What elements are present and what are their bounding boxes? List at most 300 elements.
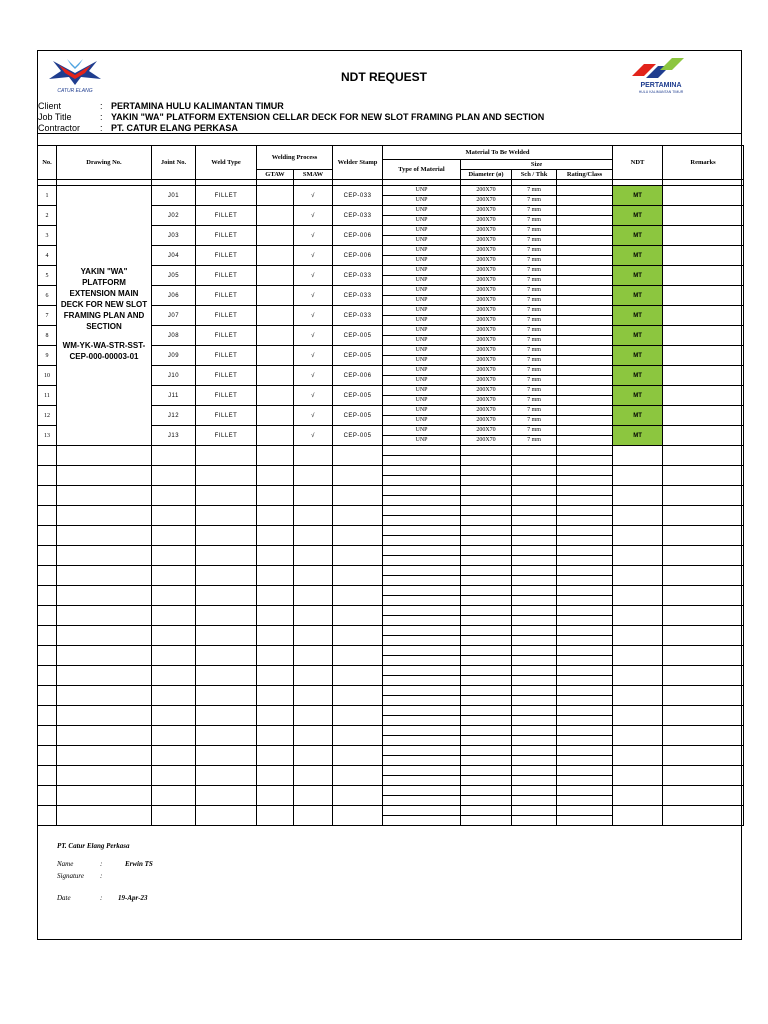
- rating-class: [557, 396, 613, 406]
- diameter: [461, 686, 512, 696]
- gtaw-cell: [257, 366, 294, 386]
- sch-thk: [512, 446, 557, 456]
- joint-number: J08: [152, 326, 196, 346]
- empty-row: [38, 726, 744, 736]
- gtaw-cell: [257, 206, 294, 226]
- sch-thk: [512, 796, 557, 806]
- weld-type: [196, 506, 257, 526]
- remarks-cell: [663, 306, 744, 326]
- col-rating-header: Rating/Class: [557, 170, 613, 180]
- joint-number: [152, 586, 196, 606]
- job-title-colon: :: [100, 112, 103, 122]
- welder-stamp: CEP-005: [333, 406, 383, 426]
- material-type: UNP: [383, 206, 461, 216]
- smaw-check: √: [294, 386, 333, 406]
- joint-number: J04: [152, 246, 196, 266]
- diameter: 200X70: [461, 286, 512, 296]
- welder-stamp: CEP-006: [333, 226, 383, 246]
- smaw-check: √: [294, 266, 333, 286]
- row-number: 13: [38, 426, 57, 446]
- ndt-method: [613, 626, 663, 646]
- material-type: [383, 496, 461, 506]
- col-gtaw-header: GTAW: [257, 170, 294, 180]
- diameter: 200X70: [461, 406, 512, 416]
- smaw-check: √: [294, 206, 333, 226]
- sch-thk: 7 mm: [512, 316, 557, 326]
- remarks-cell: [663, 546, 744, 566]
- welder-stamp: [333, 566, 383, 586]
- diameter: [461, 546, 512, 556]
- diameter: 200X70: [461, 256, 512, 266]
- col-ndt-header: NDT: [613, 146, 663, 180]
- material-type: UNP: [383, 296, 461, 306]
- diameter: [461, 506, 512, 516]
- remarks-cell: [663, 386, 744, 406]
- sch-thk: [512, 806, 557, 816]
- rating-class: [557, 356, 613, 366]
- rating-class: [557, 806, 613, 816]
- smaw-check: [294, 526, 333, 546]
- rating-class: [557, 596, 613, 606]
- sch-thk: [512, 736, 557, 746]
- joint-number: J09: [152, 346, 196, 366]
- rating-class: [557, 436, 613, 446]
- sch-thk: [512, 556, 557, 566]
- ndt-method: [613, 686, 663, 706]
- material-type: UNP: [383, 306, 461, 316]
- rating-class: [557, 796, 613, 806]
- smaw-check: [294, 766, 333, 786]
- row-number: [38, 486, 57, 506]
- sch-thk: 7 mm: [512, 396, 557, 406]
- gtaw-cell: [257, 546, 294, 566]
- sch-thk: 7 mm: [512, 326, 557, 336]
- gtaw-cell: [257, 506, 294, 526]
- remarks-cell: [663, 426, 744, 446]
- joint-number: [152, 486, 196, 506]
- remarks-cell: [663, 326, 744, 346]
- weld-type: [196, 466, 257, 486]
- drawing-cell: [57, 666, 152, 686]
- rating-class: [557, 276, 613, 286]
- ndt-method: MT: [613, 366, 663, 386]
- empty-row: [38, 626, 744, 636]
- joint-number: [152, 626, 196, 646]
- drawing-cell: [57, 186, 152, 446]
- col-welding-process-header: Welding Process: [257, 146, 333, 170]
- weld-type: [196, 526, 257, 546]
- rating-class: [557, 246, 613, 256]
- ndt-method: MT: [613, 226, 663, 246]
- material-type: [383, 516, 461, 526]
- row-number: 3: [38, 226, 57, 246]
- material-type: [383, 716, 461, 726]
- col-diameter-header: Diameter (ø): [461, 170, 512, 180]
- rating-class: [557, 416, 613, 426]
- diameter: 200X70: [461, 416, 512, 426]
- row-number: [38, 786, 57, 806]
- row-number: [38, 686, 57, 706]
- remarks-cell: [663, 686, 744, 706]
- diameter: [461, 496, 512, 506]
- diameter: 200X70: [461, 326, 512, 336]
- gtaw-cell: [257, 466, 294, 486]
- welder-stamp: [333, 526, 383, 546]
- rating-class: [557, 736, 613, 746]
- smaw-check: [294, 566, 333, 586]
- diameter: 200X70: [461, 376, 512, 386]
- rating-class: [557, 716, 613, 726]
- gtaw-cell: [257, 486, 294, 506]
- ndt-method: [613, 446, 663, 466]
- name-value: Erwin TS: [125, 860, 153, 868]
- sch-thk: 7 mm: [512, 386, 557, 396]
- gtaw-cell: [257, 246, 294, 266]
- sch-thk: 7 mm: [512, 266, 557, 276]
- material-type: UNP: [383, 396, 461, 406]
- welder-stamp: CEP-006: [333, 246, 383, 266]
- gtaw-cell: [257, 446, 294, 466]
- empty-row: [38, 746, 744, 756]
- welder-stamp: [333, 466, 383, 486]
- rating-class: [557, 666, 613, 676]
- ndt-method: MT: [613, 386, 663, 406]
- smaw-check: [294, 506, 333, 526]
- diameter: [461, 586, 512, 596]
- client-value: PERTAMINA HULU KALIMANTAN TIMUR: [111, 101, 284, 111]
- sch-thk: 7 mm: [512, 356, 557, 366]
- welder-stamp: CEP-005: [333, 426, 383, 446]
- rating-class: [557, 536, 613, 546]
- gtaw-cell: [257, 786, 294, 806]
- diameter: [461, 606, 512, 616]
- material-type: [383, 756, 461, 766]
- ndt-method: [613, 806, 663, 826]
- name-colon: :: [100, 860, 103, 868]
- welder-stamp: [333, 446, 383, 466]
- material-type: [383, 506, 461, 516]
- smaw-check: [294, 546, 333, 566]
- material-type: [383, 796, 461, 806]
- material-type: [383, 616, 461, 626]
- sch-thk: [512, 546, 557, 556]
- material-type: UNP: [383, 336, 461, 346]
- weld-type: [196, 546, 257, 566]
- gtaw-cell: [257, 306, 294, 326]
- drawing-cell: [57, 806, 152, 826]
- remarks-cell: [663, 606, 744, 626]
- material-type: [383, 806, 461, 816]
- table-row: [38, 186, 744, 196]
- sch-thk: [512, 476, 557, 486]
- sch-thk: 7 mm: [512, 256, 557, 266]
- rating-class: [557, 336, 613, 346]
- row-number: [38, 626, 57, 646]
- col-sch-header: Sch / Thk: [512, 170, 557, 180]
- material-type: UNP: [383, 436, 461, 446]
- smaw-check: [294, 726, 333, 746]
- smaw-check: √: [294, 186, 333, 206]
- rating-class: [557, 496, 613, 506]
- rating-class: [557, 386, 613, 396]
- client-colon: :: [100, 101, 103, 111]
- welder-stamp: [333, 606, 383, 626]
- empty-row: [38, 786, 744, 796]
- client-label: Client: [38, 101, 62, 111]
- smaw-check: √: [294, 226, 333, 246]
- drawing-cell: [57, 706, 152, 726]
- empty-row: [38, 446, 744, 456]
- rating-class: [557, 296, 613, 306]
- joint-number: J10: [152, 366, 196, 386]
- rating-class: [557, 376, 613, 386]
- diameter: [461, 656, 512, 666]
- ndt-method: MT: [613, 306, 663, 326]
- ndt-method: [613, 486, 663, 506]
- rating-class: [557, 196, 613, 206]
- ndt-method: [613, 586, 663, 606]
- sch-thk: [512, 636, 557, 646]
- welder-stamp: [333, 706, 383, 726]
- sch-thk: 7 mm: [512, 276, 557, 286]
- rating-class: [557, 456, 613, 466]
- joint-number: [152, 806, 196, 826]
- remarks-cell: [663, 246, 744, 266]
- weld-type: FILLET: [196, 306, 257, 326]
- signature-label: Signature: [57, 872, 84, 880]
- name-label: Name: [57, 860, 74, 868]
- rating-class: [557, 706, 613, 716]
- material-type: UNP: [383, 196, 461, 206]
- sch-thk: 7 mm: [512, 286, 557, 296]
- diameter: 200X70: [461, 246, 512, 256]
- remarks-cell: [663, 366, 744, 386]
- welder-stamp: [333, 786, 383, 806]
- remarks-cell: [663, 506, 744, 526]
- drawing-cell: [57, 606, 152, 626]
- empty-row: [38, 466, 744, 476]
- ndt-method: [613, 466, 663, 486]
- material-type: [383, 666, 461, 676]
- material-type: UNP: [383, 186, 461, 196]
- col-material-header: Material To Be Welded: [383, 146, 613, 160]
- remarks-cell: [663, 786, 744, 806]
- sch-thk: 7 mm: [512, 226, 557, 236]
- remarks-cell: [663, 466, 744, 486]
- weld-type: [196, 726, 257, 746]
- rating-class: [557, 426, 613, 436]
- svg-text:CATUR ELANG: CATUR ELANG: [57, 88, 93, 94]
- gtaw-cell: [257, 806, 294, 826]
- row-number: [38, 746, 57, 766]
- diameter: 200X70: [461, 226, 512, 236]
- diameter: [461, 806, 512, 816]
- weld-type: FILLET: [196, 226, 257, 246]
- diameter: [461, 516, 512, 526]
- gtaw-cell: [257, 746, 294, 766]
- diameter: 200X70: [461, 216, 512, 226]
- diameter: 200X70: [461, 366, 512, 376]
- sch-thk: [512, 706, 557, 716]
- material-type: UNP: [383, 386, 461, 396]
- weld-type: [196, 626, 257, 646]
- remarks-cell: [663, 646, 744, 666]
- sch-thk: [512, 816, 557, 826]
- rating-class: [557, 576, 613, 586]
- weld-type: [196, 746, 257, 766]
- remarks-cell: [663, 586, 744, 606]
- weld-type: FILLET: [196, 206, 257, 226]
- diameter: 200X70: [461, 396, 512, 406]
- ndt-method: MT: [613, 266, 663, 286]
- gtaw-cell: [257, 266, 294, 286]
- contractor-colon: :: [100, 123, 103, 133]
- empty-row: [38, 486, 744, 496]
- material-type: UNP: [383, 316, 461, 326]
- welder-stamp: [333, 726, 383, 746]
- ndt-method: [613, 706, 663, 726]
- remarks-cell: [663, 526, 744, 546]
- col-joint-header: Joint No.: [152, 146, 196, 180]
- joint-number: [152, 746, 196, 766]
- weld-type: FILLET: [196, 186, 257, 206]
- sch-thk: [512, 656, 557, 666]
- sch-thk: [512, 686, 557, 696]
- rating-class: [557, 206, 613, 216]
- diameter: 200X70: [461, 296, 512, 306]
- material-type: [383, 786, 461, 796]
- joint-number: [152, 506, 196, 526]
- joint-number: [152, 666, 196, 686]
- joint-number: [152, 766, 196, 786]
- ndt-method: [613, 726, 663, 746]
- weld-type: FILLET: [196, 426, 257, 446]
- rating-class: [557, 306, 613, 316]
- row-number: 4: [38, 246, 57, 266]
- col-no-header: No.: [38, 146, 57, 180]
- svg-text:HULU KALIMANTAN TIMUR: HULU KALIMANTAN TIMUR: [638, 90, 684, 94]
- sch-thk: [512, 536, 557, 546]
- diameter: 200X70: [461, 306, 512, 316]
- rating-class: [557, 516, 613, 526]
- diameter: [461, 706, 512, 716]
- sch-thk: 7 mm: [512, 366, 557, 376]
- sch-thk: [512, 766, 557, 776]
- weld-type: [196, 446, 257, 466]
- rating-class: [557, 286, 613, 296]
- material-type: UNP: [383, 346, 461, 356]
- rating-class: [557, 636, 613, 646]
- material-type: [383, 606, 461, 616]
- remarks-cell: [663, 666, 744, 686]
- sch-thk: [512, 696, 557, 706]
- rating-class: [557, 476, 613, 486]
- smaw-check: [294, 626, 333, 646]
- empty-row: [38, 806, 744, 816]
- joint-number: [152, 526, 196, 546]
- date-value: 19-Apr-23: [118, 894, 148, 902]
- rating-class: [557, 556, 613, 566]
- gtaw-cell: [257, 666, 294, 686]
- material-type: [383, 566, 461, 576]
- material-type: [383, 486, 461, 496]
- ndt-method: MT: [613, 406, 663, 426]
- material-type: [383, 626, 461, 636]
- smaw-check: [294, 706, 333, 726]
- col-size-header: Size: [461, 160, 613, 170]
- weld-type: [196, 786, 257, 806]
- row-number: [38, 726, 57, 746]
- diameter: 200X70: [461, 436, 512, 446]
- sch-thk: [512, 606, 557, 616]
- rating-class: [557, 546, 613, 556]
- weld-type: [196, 486, 257, 506]
- welder-stamp: [333, 806, 383, 826]
- date-label: Date: [57, 894, 71, 902]
- smaw-check: √: [294, 366, 333, 386]
- material-type: [383, 676, 461, 686]
- rating-class: [557, 676, 613, 686]
- ndt-method: [613, 506, 663, 526]
- gtaw-cell: [257, 286, 294, 306]
- drawing-title: YAKIN "WA" PLATFORM EXTENSION MAIN DECK FOR NEW SLOT FRAMING PLAN AND SECTION: [60, 267, 148, 331]
- material-type: [383, 636, 461, 646]
- material-type: UNP: [383, 326, 461, 336]
- welder-stamp: [333, 646, 383, 666]
- weld-type: FILLET: [196, 346, 257, 366]
- remarks-cell: [663, 566, 744, 586]
- sch-thk: [512, 646, 557, 656]
- material-type: UNP: [383, 236, 461, 246]
- rating-class: [557, 586, 613, 596]
- joint-number: J01: [152, 186, 196, 206]
- material-type: [383, 816, 461, 826]
- joint-number: J07: [152, 306, 196, 326]
- col-type-material-header: Type of Material: [383, 160, 461, 180]
- gtaw-cell: [257, 386, 294, 406]
- diameter: [461, 576, 512, 586]
- material-type: [383, 546, 461, 556]
- ndt-method: MT: [613, 206, 663, 226]
- gtaw-cell: [257, 226, 294, 246]
- remarks-cell: [663, 726, 744, 746]
- rating-class: [557, 746, 613, 756]
- material-type: UNP: [383, 216, 461, 226]
- diameter: [461, 756, 512, 766]
- diameter: [461, 476, 512, 486]
- welder-stamp: [333, 686, 383, 706]
- welder-stamp: CEP-033: [333, 306, 383, 326]
- ndt-method: [613, 646, 663, 666]
- diameter: [461, 646, 512, 656]
- weld-type: [196, 646, 257, 666]
- empty-row: [38, 506, 744, 516]
- diameter: [461, 466, 512, 476]
- sch-thk: 7 mm: [512, 246, 557, 256]
- gtaw-cell: [257, 606, 294, 626]
- row-number: [38, 586, 57, 606]
- welder-stamp: [333, 506, 383, 526]
- sch-thk: 7 mm: [512, 416, 557, 426]
- empty-row: [38, 526, 744, 536]
- smaw-check: [294, 646, 333, 666]
- diameter: [461, 596, 512, 606]
- row-number: [38, 766, 57, 786]
- gtaw-cell: [257, 726, 294, 746]
- job-title-label: Job Title: [38, 112, 72, 122]
- drawing-cell: [57, 446, 152, 466]
- row-number: [38, 506, 57, 526]
